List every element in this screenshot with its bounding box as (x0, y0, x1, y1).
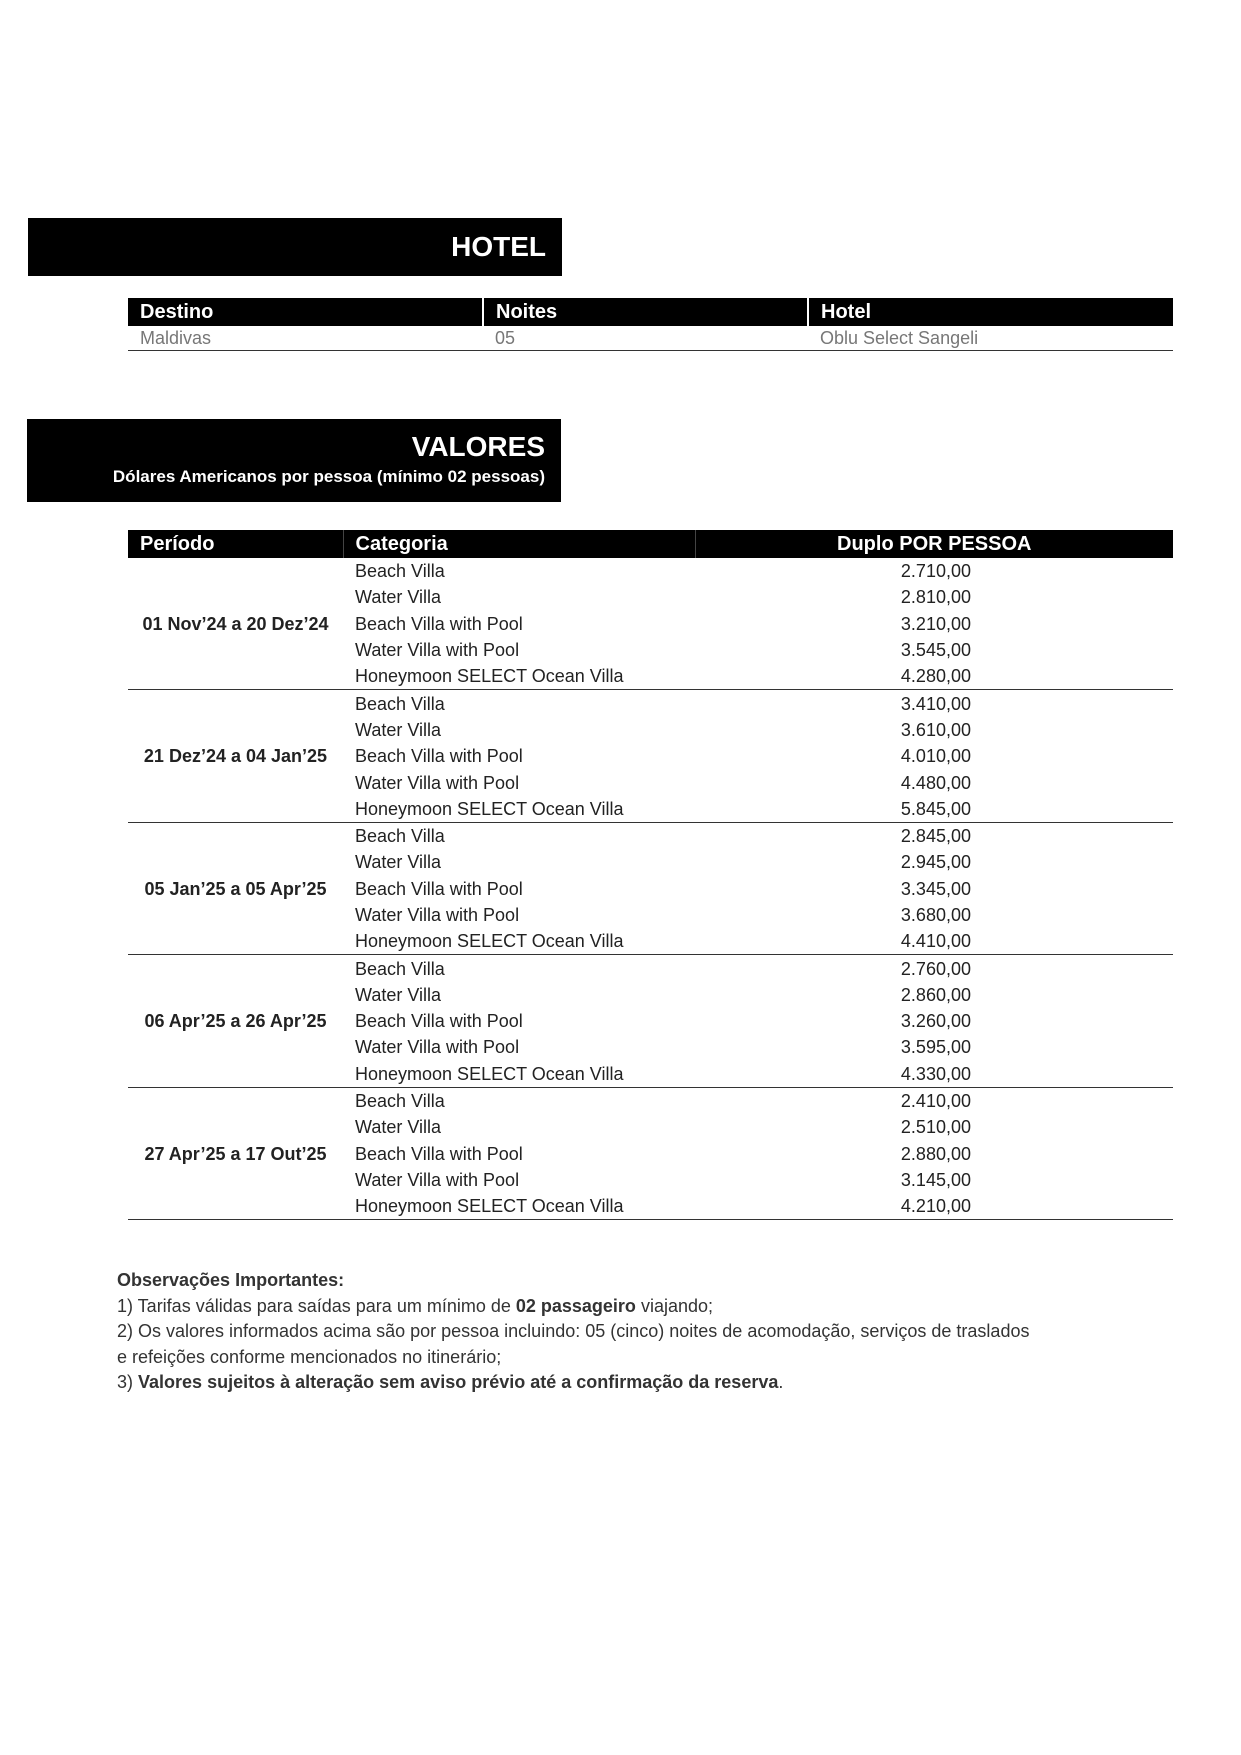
price-cell: 2.710,00 (900, 561, 971, 582)
price-row (128, 955, 1173, 982)
header-destino: Destino (128, 298, 483, 326)
category-cell: Honeymoon SELECT Ocean Villa (343, 663, 695, 690)
category-cell: Beach Villa (355, 1091, 445, 1112)
hotel-table-header (128, 298, 1173, 326)
price-row (128, 690, 1173, 717)
price-cell: 4.210,00 (695, 1193, 1173, 1220)
note-2-line-1: 2) Os valores informados acima são por pessoa incluindo: 05 (cinco) noites de acomodação, serviços de traslados (117, 1321, 1030, 1341)
important-notes (117, 1268, 1117, 1396)
price-cell: 3.545,00 (900, 640, 971, 661)
price-cell: 2.760,00 (900, 958, 971, 979)
price-row (128, 558, 1173, 584)
note-3-emphasis: Valores sujeitos à alteração sem aviso prévio até a confirmação da reserva (138, 1372, 779, 1392)
period-cell: 01 Nov’24 a 20 Dez’24 (128, 558, 343, 690)
valores-section-title: VALORES (411, 431, 545, 462)
category-cell: Beach Villa (355, 693, 445, 714)
category-cell: Beach Villa with Pool (355, 613, 523, 634)
price-cell: 3.610,00 (900, 719, 971, 740)
category-cell: Water Villa (355, 1117, 442, 1138)
price-cell: 2.860,00 (900, 984, 971, 1005)
category-cell: Water Villa (355, 719, 442, 740)
period-cell: 27 Apr’25 a 17 Out’25 (128, 1087, 343, 1219)
header-periodo: Período (128, 530, 343, 558)
note-2 (117, 1319, 1117, 1345)
valores-table-header (128, 530, 1173, 558)
hotel-section-banner (28, 218, 562, 276)
category-cell: Water Villa (355, 852, 442, 873)
note-3-end: . (778, 1372, 784, 1392)
price-cell: 5.845,00 (695, 796, 1173, 823)
category-cell: Honeymoon SELECT Ocean Villa (343, 1061, 695, 1088)
header-noites: Noites (483, 298, 808, 326)
hotel-section-title: HOTEL (451, 231, 546, 262)
price-cell: 2.510,00 (900, 1117, 971, 1138)
price-cell: 2.810,00 (900, 587, 971, 608)
note-1-text: 1) Tarifas válidas para saídas para um mínimo de (117, 1295, 516, 1316)
category-cell: Beach Villa (355, 561, 445, 582)
valores-section-subtitle: Dólares Americanos por pessoa (mínimo 02 pessoas) (112, 467, 545, 486)
category-cell: Water Villa with Pool (355, 772, 520, 793)
category-cell: Beach Villa with Pool (355, 1143, 523, 1164)
note-3-number: 3) (117, 1372, 139, 1392)
category-cell: Beach Villa with Pool (355, 878, 523, 899)
category-cell: Water Villa (355, 587, 442, 608)
price-cell: 2.880,00 (900, 1143, 971, 1164)
note-1 (117, 1294, 1117, 1320)
note-2-continued (117, 1345, 1117, 1371)
category-cell: Water Villa with Pool (355, 905, 520, 925)
category-cell: Beach Villa with Pool (355, 1011, 523, 1032)
cell-hotel: Oblu Select Sangeli (808, 326, 1173, 351)
header-duplo-por-pessoa: Duplo POR PESSOA (695, 530, 1173, 558)
price-cell: 3.210,00 (900, 613, 971, 634)
cell-destino: Maldivas (128, 326, 483, 351)
price-cell: 4.330,00 (695, 1061, 1173, 1088)
note-1-end: viajando; (635, 1295, 713, 1316)
period-cell: 21 Dez’24 a 04 Jan’25 (128, 690, 343, 822)
category-cell: Honeymoon SELECT Ocean Villa (343, 796, 695, 823)
cell-noites: 05 (483, 326, 808, 351)
header-categoria: Categoria (343, 530, 695, 558)
price-cell: 3.345,00 (900, 878, 971, 899)
header-hotel: Hotel (808, 298, 1173, 326)
note-1-emphasis: 02 passageiro (515, 1295, 636, 1316)
price-cell: 4.010,00 (900, 746, 971, 767)
price-row (128, 1087, 1173, 1114)
price-cell: 2.945,00 (900, 852, 971, 873)
category-cell: Water Villa with Pool (355, 640, 520, 661)
price-cell: 4.410,00 (695, 928, 1173, 955)
price-cell: 3.680,00 (900, 905, 971, 925)
price-row (128, 822, 1173, 849)
valores-table-body (128, 558, 1173, 1220)
hotel-table (128, 298, 1173, 351)
category-cell: Honeymoon SELECT Ocean Villa (343, 1193, 695, 1220)
valores-table (128, 530, 1173, 1220)
category-cell: Beach Villa (355, 958, 445, 979)
note-3 (117, 1370, 1117, 1396)
category-cell: Water Villa with Pool (355, 1169, 520, 1190)
category-cell: Beach Villa (355, 826, 445, 847)
category-cell: Honeymoon SELECT Ocean Villa (343, 928, 695, 955)
category-cell: Water Villa (355, 984, 442, 1005)
price-cell: 4.480,00 (900, 772, 971, 793)
category-cell: Water Villa with Pool (355, 1037, 520, 1058)
hotel-table-row (128, 326, 1173, 351)
notes-title: Observações Importantes: (117, 1270, 345, 1290)
valores-section-banner (27, 419, 561, 502)
price-cell: 3.260,00 (900, 1011, 971, 1032)
price-cell: 3.145,00 (900, 1169, 971, 1190)
price-cell: 2.410,00 (900, 1091, 971, 1112)
category-cell: Beach Villa with Pool (355, 746, 523, 767)
period-cell: 05 Jan’25 a 05 Apr’25 (128, 822, 343, 954)
price-cell: 4.280,00 (695, 663, 1173, 690)
note-2-line-2: e refeições conforme mencionados no itinerário; (117, 1346, 502, 1367)
price-cell: 2.845,00 (900, 826, 971, 847)
price-cell: 3.595,00 (900, 1037, 971, 1058)
period-cell: 06 Apr’25 a 26 Apr’25 (128, 955, 343, 1087)
price-cell: 3.410,00 (900, 693, 971, 714)
